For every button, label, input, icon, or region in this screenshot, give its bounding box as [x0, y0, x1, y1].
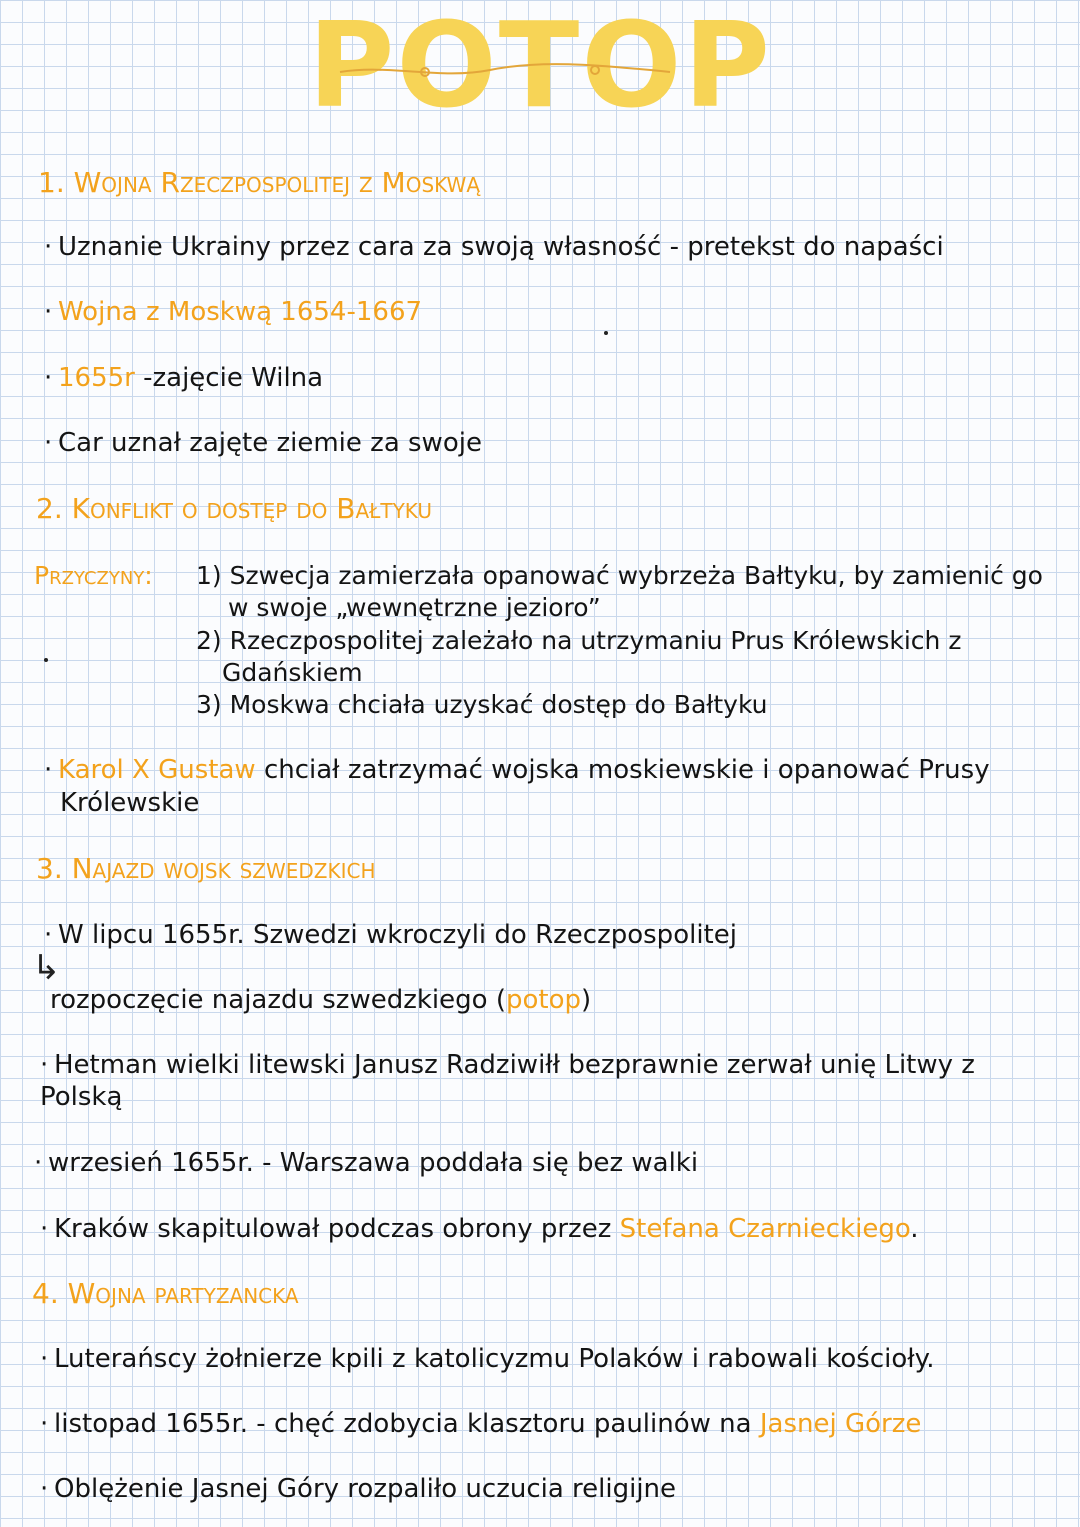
title-squiggle — [330, 58, 690, 88]
list-item: · Hetman wielki litewski Janusz Radziwiłł bezprawnie zerwał unię Litwy z — [40, 1050, 975, 1080]
cause-2: 2) Rzeczpospolitej zależało na utrzymaniu Prus Królewskich z — [196, 626, 962, 655]
cause-1: 1) Szwecja zamierzała opanować wybrzeża Bałtyku, by zamienić go — [196, 561, 1043, 590]
list-item-cont: Królewskie — [60, 788, 200, 818]
section-4-heading: 4. Wojna partyzancka — [32, 1277, 299, 1310]
stray-dot — [44, 658, 48, 662]
page-title: POTOP — [307, 0, 773, 134]
arrow-icon: ↳ — [32, 948, 61, 988]
cause-2-cont: Gdańskiem — [222, 658, 363, 687]
list-item: · Oblężenie Jasnej Góry rozpaliło uczucia religijne — [40, 1474, 677, 1504]
list-item: · Kraków skapitulował podczas obrony przez Stefana Czarnieckiego. — [40, 1214, 919, 1244]
list-item: · Wojna z Moskwą 1654-1667 — [44, 297, 423, 327]
list-item: · listopad 1655r. - chęć zdobycia klasztoru paulinów na Jasnej Górze — [40, 1409, 922, 1439]
list-item: · 1655r -zajęcie Wilna — [44, 363, 324, 393]
list-item: · Uznanie Ukrainy przez cara za swoją własność - pretekst do napaści — [44, 232, 944, 262]
list-item: · Karol X Gustaw chciał zatrzymać wojska moskiewskie i opanować Prusy — [44, 755, 990, 785]
cause-3: 3) Moskwa chciała uzyskać dostęp do Bałtyku — [196, 690, 768, 719]
section-2-heading: 2. Konflikt o dostęp do Bałtyku — [36, 492, 433, 525]
list-item: · W lipcu 1655r. Szwedzi wkroczyli do Rzeczpospolitej — [44, 920, 737, 950]
causes-label: Przyczyny: — [34, 561, 153, 590]
list-item: · Luterańscy żołnierze kpili z katolicyzmu Polaków i rabowali kościoły. — [40, 1344, 935, 1374]
list-item: · wrzesień 1655r. - Warszawa poddała się bez walki — [34, 1148, 699, 1178]
section-1-heading: 1. Wojna Rzeczpospolitej z Moskwą — [38, 166, 480, 199]
section-3-heading: 3. Najazd wojsk szwedzkich — [36, 852, 376, 885]
list-item: rozpoczęcie najazdu szwedzkiego (potop) — [50, 985, 592, 1015]
stray-dot — [604, 331, 608, 335]
cause-1-cont: w swoje „wewnętrzne jezioro” — [228, 593, 601, 622]
list-item-cont: Polską — [40, 1082, 123, 1112]
list-item: · Car uznał zajęte ziemie za swoje — [44, 428, 482, 458]
